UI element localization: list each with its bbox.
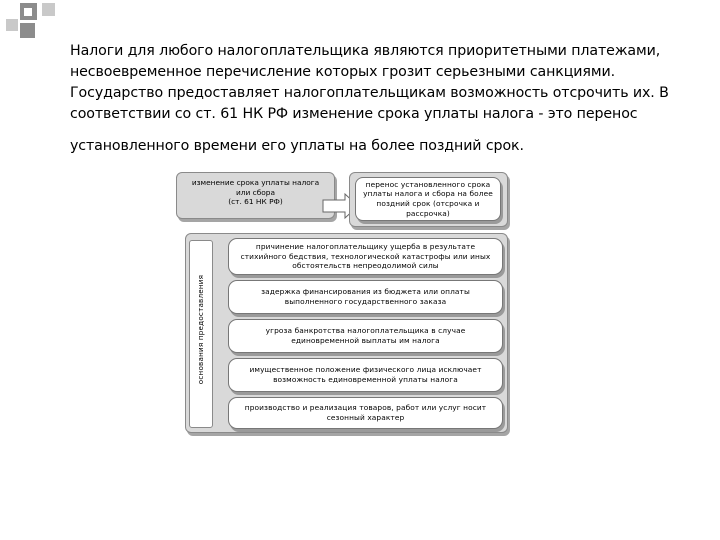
decor-square	[24, 8, 32, 16]
ground-item: угроза банкротства налогоплательщика в случае единовременной выплаты им налога	[228, 319, 503, 353]
decor-square	[20, 23, 35, 38]
paragraph-line: соответствии со ст. 61 НК РФ изменение срока уплаты налога - это перенос	[70, 106, 638, 122]
definition-box: перенос установленного срока уплаты налога и сбора на более поздний срок (отсрочка и рассрочка)	[355, 177, 501, 221]
ground-item: причинение налогоплательщику ущерба в результате стихийного бедствия, технологической катастрофы или иных обстоятельств непреодолимой силы	[228, 238, 503, 275]
paragraph-line: Налоги для любого налогоплательщика являются приоритетными платежами,	[70, 43, 661, 59]
paragraph-line: Государство предоставляет налогоплательщикам возможность отсрочить их. В	[70, 85, 669, 101]
term-box-text: изменение срока уплаты налога или сбора (ст. 61 НК РФ)	[191, 178, 320, 207]
grounds-side-label: основания предоставления	[196, 274, 206, 385]
paragraph-continuation	[70, 136, 710, 157]
ground-item: производство и реализация товаров, работ или услуг носит сезонный характер	[228, 397, 503, 429]
ground-item: задержка финансирования из бюджета или оплаты выполненного государственного заказа	[228, 280, 503, 314]
intro-paragraph	[70, 41, 710, 125]
decor-square	[6, 19, 18, 31]
decor-square	[42, 3, 55, 16]
paragraph-line: установленного времени его уплаты на более поздний срок.	[70, 138, 524, 154]
paragraph-line: несвоевременное перечисление которых грозит серьезными санкциями.	[70, 64, 615, 80]
ground-item: имущественное положение физического лица исключает возможность единовременной уплаты налога	[228, 358, 503, 392]
